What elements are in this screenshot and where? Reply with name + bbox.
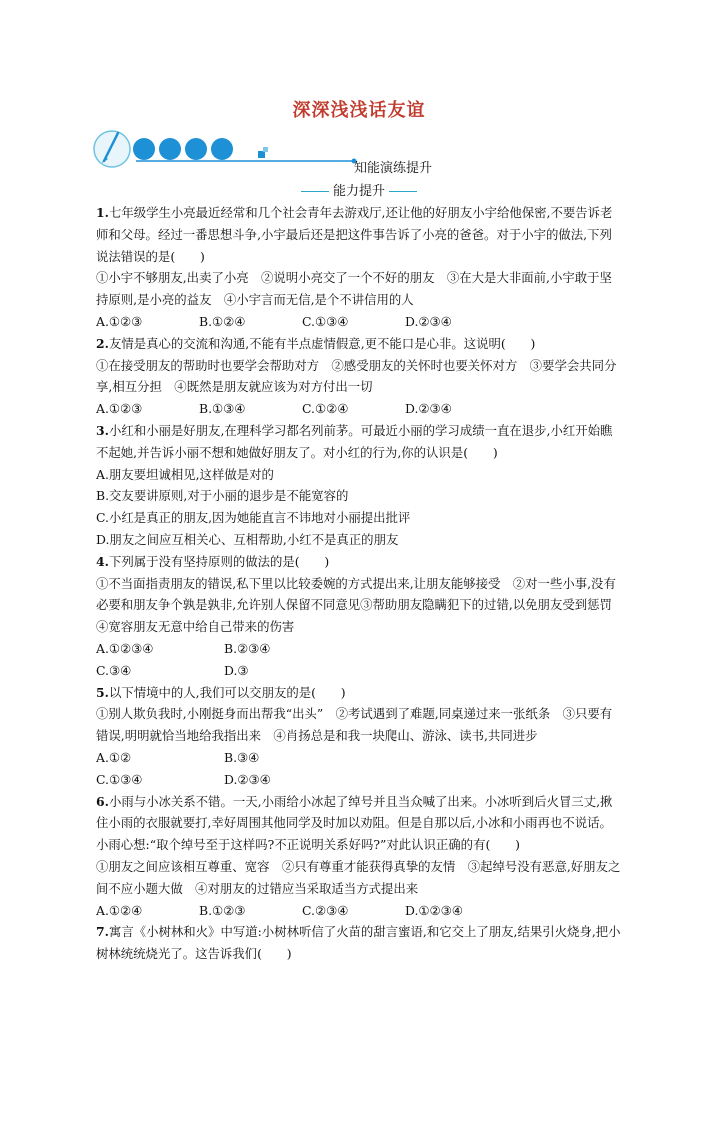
question-statements: ①在接受朋友的帮助时也要学会帮助对方 ②感受朋友的关怀时也要关怀对方 ③要学会共同分享,相互分担 ④既然是朋友就应该为对方付出一切 [96,357,617,395]
option-row [96,747,622,769]
option-d[interactable]: D.②③④ [405,313,452,329]
option-c[interactable]: C.①②④ [302,401,349,417]
option-d[interactable]: D.①②③④ [405,902,463,918]
question-statements: ①朋友之间应该相互尊重、宽容 ②只有尊重才能获得真挚的友情 ③起绰号没有恶意,好朋友之间不应小题大做 ④对朋友的过错应当采取适当方式提出来 [96,858,621,896]
option-a[interactable]: A.朋友要坦诚相见,这样做是对的 [96,466,274,482]
question-stem [96,333,622,355]
question-list [96,202,625,965]
question-text: 小雨与小冰关系不错。一天,小雨给小冰起了绰号并且当众喊了出来。小冰听到后火冒三丈,揪住小雨的衣服就要打,幸好周围其他同学及时加以劝阻。但是自那以后,小冰和小雨再也不说话。小雨心想:“取个绰号至于这样吗?不正说明关系好吗?”对此认识正确的有( ) [96,793,613,853]
option-d[interactable]: D.②③④ [224,771,271,787]
question-statements: ①不当面指责朋友的错误,私下里以比较委婉的方式提出来,让朋友能够接受 ②对一些小事,没有必要和朋友争个孰是孰非,允许别人保留不同意见③帮助朋友隐瞒犯下的过错,以免朋友受到惩罚 ④宽容朋友无意中给自己带来的伤害 [96,575,625,635]
option-d[interactable]: D.朋友之间应互相关心、互相帮助,小红不是真正的朋友 [96,531,399,547]
option-a[interactable]: A.①② [96,749,132,765]
section-label [0,180,718,199]
question-number: 2. [96,335,109,351]
option-b[interactable]: B.③④ [224,749,260,765]
question-statements: ①别人欺负我时,小刚挺身而出帮我“出头” ②考试遇到了难题,同桌递过来一张纸条 ③只要有错误,明明就恰当地给我指出来 ④肖扬总是和我一块爬山、游泳、读书,共同进步 [96,706,613,744]
question-number: 4. [96,553,109,569]
option-b[interactable]: B.交友要讲原则,对于小丽的退步是不能宽容的 [96,488,349,504]
option-row [96,900,622,922]
option-a[interactable]: A.①②③ [96,401,143,417]
question-number: 5. [96,684,109,700]
divider [301,191,329,192]
option-c[interactable]: C.①③④ [96,771,143,787]
question-number: 3. [96,422,109,438]
question-number: 1. [96,205,109,220]
option-row [96,398,622,420]
question-text: 寓言《小树林和火》中写道:小树林听信了火苗的甜言蜜语,和它交上了朋友,结果引火烧身,把小树林统统烧光了。这告诉我们( ) [96,924,621,962]
option-row [96,660,622,682]
question-statements: ①小宇不够朋友,出卖了小亮 ②说明小亮交了一个不好的朋友 ③在大是大非面前,小宇敢于坚持原则,是小亮的益友 ④小宇言而无信,是个不讲信用的人 [96,270,612,308]
option-d[interactable]: D.②③④ [405,401,452,417]
option-c[interactable]: C.小红是真正的朋友,因为她能直言不讳地对小丽提出批评 [96,510,411,526]
option-a[interactable]: A.①②③ [96,313,143,329]
option-row [96,311,622,333]
question-stem [96,791,622,856]
question-text: 友情是真心的交流和沟通,不能有半点虚情假意,更不能口是心非。这说明( ) [108,335,536,351]
option-c[interactable]: C.③④ [96,662,132,678]
option-c[interactable]: C.②③④ [302,902,349,918]
option-a[interactable]: A.①②④ [96,902,143,918]
question-stem [96,921,622,965]
page-title: 深深浅浅话友谊 [292,100,426,121]
option-d[interactable]: D.③ [224,662,249,678]
option-row [96,769,622,791]
option-c[interactable]: C.①③④ [302,313,349,329]
question-text: 小红和小丽是好朋友,在理科学习都名列前茅。可最近小丽的学习成绩一直在退步,小红开始瞧不起她,并告诉小丽不想和她做好朋友了。对小红的行为,你的认识是( ) [96,422,613,460]
option-b[interactable]: B.②③④ [224,640,271,656]
question-text: 七年级学生小亮最近经常和几个社会青年去游戏厅,还让他的好朋友小宇给他保密,不要告诉老师和父母。经过一番思想斗争,小宇最后还是把这件事告诉了小亮的爸爸。对于小宇的做法,下列说法错误的是( ) [96,205,613,264]
question-stem [96,420,622,464]
question-text: 下列属于没有坚持原则的做法的是( ) [108,553,330,569]
option-row [96,638,622,660]
option-b[interactable]: B.①②④ [199,313,246,329]
question-number: 6. [96,793,109,809]
question-stem [96,551,622,573]
section-header: 知能演练提升 [354,161,433,176]
option-b[interactable]: B.①③④ [199,401,246,417]
question-number: 7. [96,924,109,940]
question-stem [96,682,622,704]
option-a[interactable]: A.①②③④ [96,640,154,656]
question-stem [96,202,622,267]
question-text: 以下情境中的人,我们可以交朋友的是( ) [108,684,346,700]
divider [389,191,417,192]
section-label-text: 能力提升 [332,184,385,199]
option-b[interactable]: B.①②③ [199,902,246,918]
